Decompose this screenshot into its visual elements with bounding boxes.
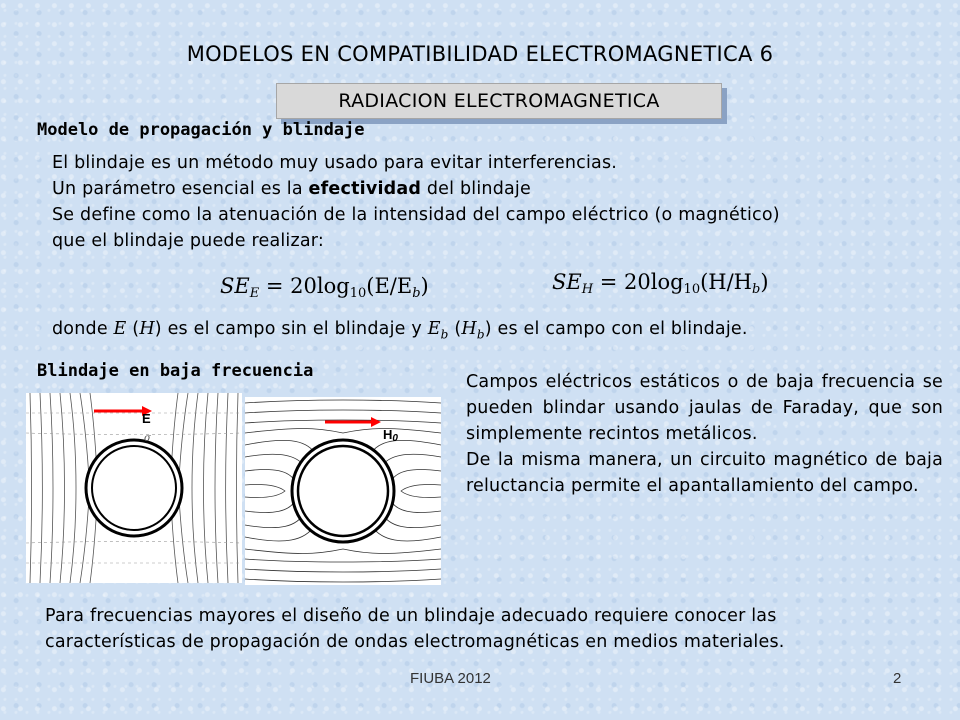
electric-shield-figure (26, 393, 242, 583)
e-field-label: E (142, 411, 151, 426)
formula-se-h: $SE_H = 20\log_{10}(H/H_b)$ (552, 270, 769, 297)
page-number: 2 (893, 670, 902, 687)
subtitle-box (276, 83, 722, 119)
reluctance-paragraph: De la misma manera, un circuito magnético de baja reluctancia permite el apantallamiento del campo. (466, 450, 943, 496)
efectividad-term: efectividad (308, 179, 422, 199)
footer-institution: FIUBA 2012 (410, 670, 491, 687)
magnetic-shield-figure (245, 397, 441, 585)
section-heading-low-frequency: Blindaje en baja frecuencia (37, 361, 314, 381)
closing-line-1: Para frecuencias mayores el diseño de un blindaje adecuado requiere conocer las (45, 606, 777, 626)
section-heading-propagation: Modelo de propagación y blindaje (37, 120, 365, 140)
closing-paragraph (45, 603, 785, 655)
low-frequency-paragraph (466, 369, 943, 499)
h-shield-inner (298, 446, 388, 536)
intro-line-2: Un parámetro esencial es la efectividad del blindaje (52, 179, 531, 199)
h-arrow-head (371, 417, 381, 427)
subtitle-text: RADIACION ELECTROMAGNETICA (338, 90, 660, 112)
h-field-label: H0 (383, 427, 398, 444)
intro-paragraph (52, 150, 957, 254)
formula-se-e: $SE_E = 20\log_{10}(E/E_b)$ (220, 274, 429, 301)
intro-line-4: que el blindaje puede realizar: (52, 231, 324, 251)
e-shield-inner (92, 446, 176, 530)
definition-line: donde E (H) es el campo sin el blindaje y $E_b$ $(H_b)$ es el campo con el blindaje. (52, 319, 748, 342)
e-sigma-label: σ (144, 433, 151, 444)
closing-line-2: características de propagación de ondas electromagnéticas en medios materiales. (45, 632, 785, 652)
slide-title: MODELOS EN COMPATIBILIDAD ELECTROMAGNETICA 6 (186, 42, 774, 66)
intro-line-3: Se define como la atenuación de la intensidad del campo eléctrico (o magnético) (52, 205, 780, 225)
faraday-paragraph: Campos eléctricos estáticos o de baja frecuencia se pueden blindar usando jaulas de Faraday, que son simplemente recintos metálicos. (466, 372, 943, 444)
intro-line-1: El blindaje es un método muy usado para evitar interferencias. (52, 153, 618, 173)
